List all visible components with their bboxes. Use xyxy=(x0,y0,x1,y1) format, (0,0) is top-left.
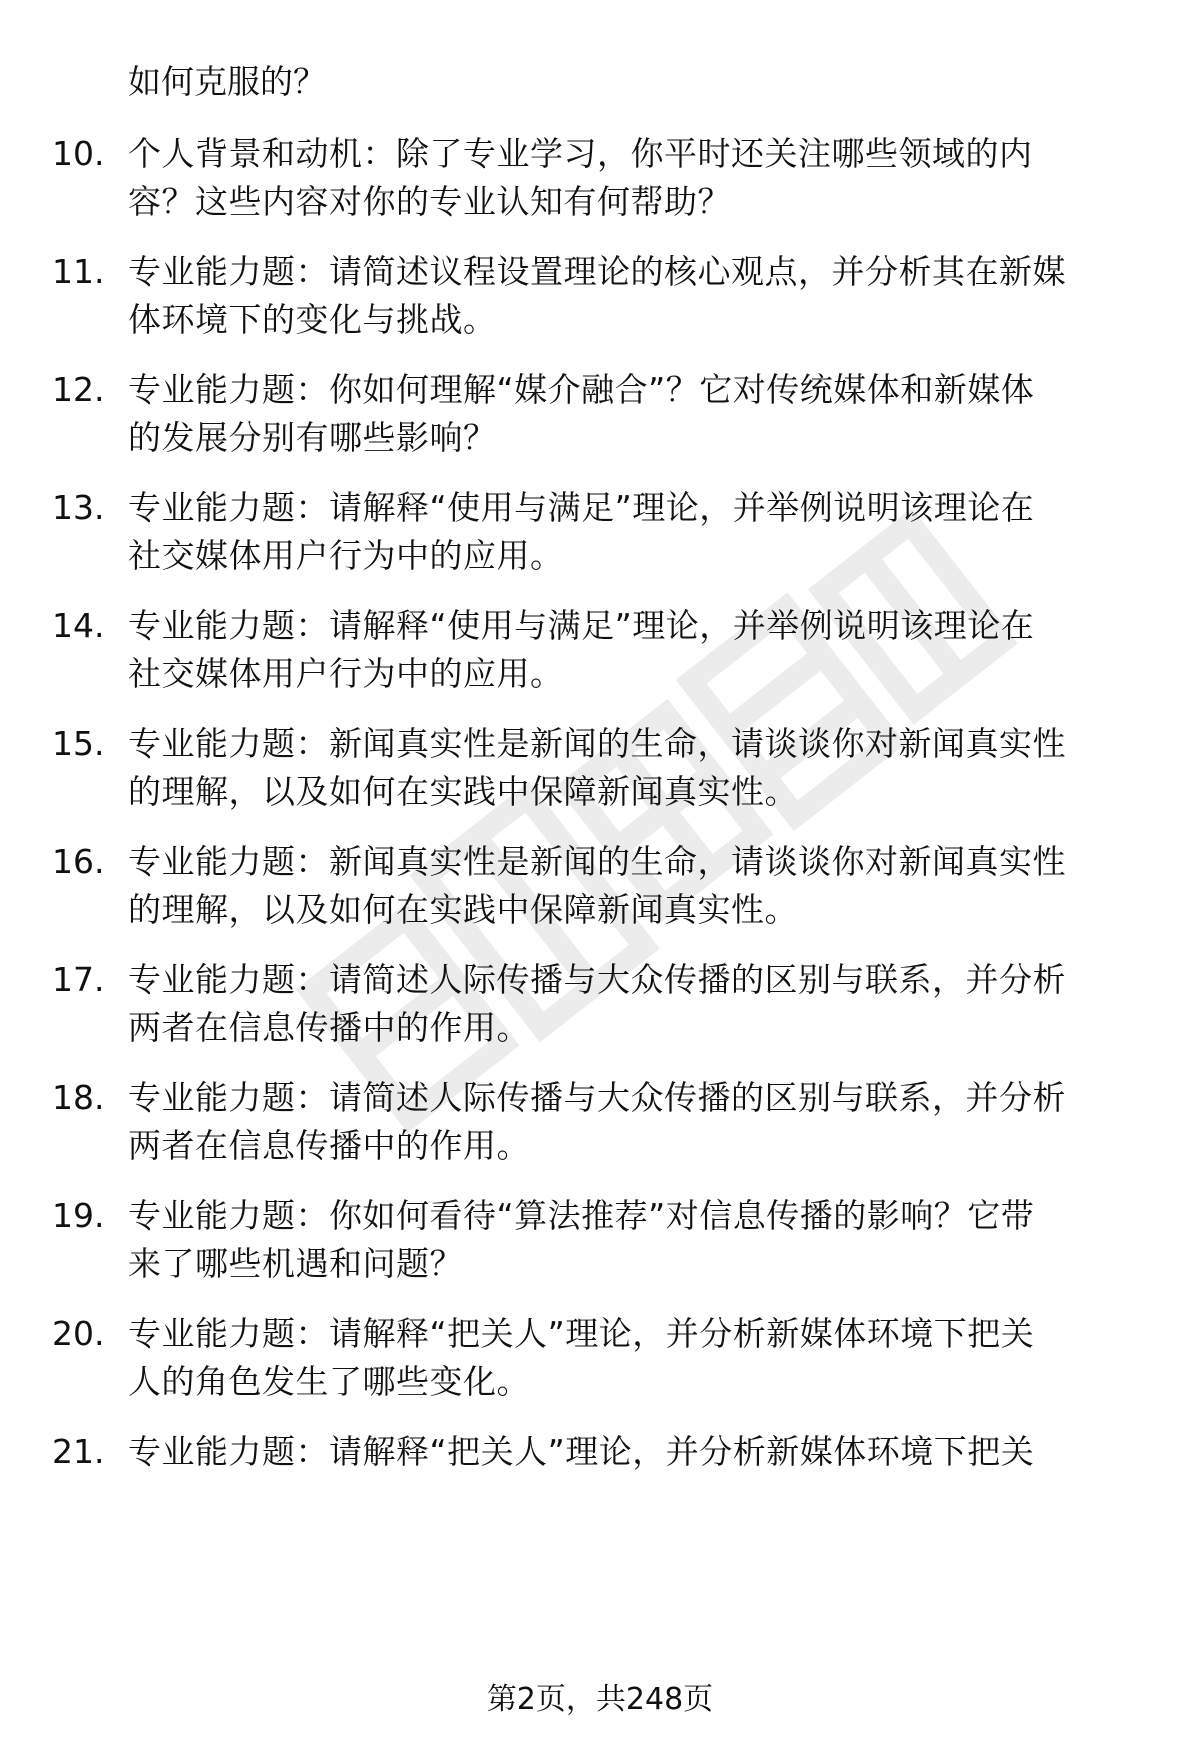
question-line: 体环境下的变化与挑战。 xyxy=(128,300,497,339)
question-line: 社交媒体用户行为中的应用。 xyxy=(128,536,564,575)
question-text xyxy=(128,1428,1138,1476)
question-number: 19. xyxy=(52,1196,105,1235)
question-number: 13. xyxy=(52,488,105,527)
question-line: 的理解，以及如何在实践中保障新闻真实性。 xyxy=(128,890,798,929)
question-number: 17. xyxy=(52,960,105,999)
question-number: 12. xyxy=(52,370,105,409)
question-line: 专业能力题：你如何理解“媒介融合”？它对传统媒体和新媒体 xyxy=(128,370,1035,409)
question-line: 专业能力题：请解释“把关人”理论，并分析新媒体环境下把关 xyxy=(128,1314,1035,1353)
question-number: 16. xyxy=(52,842,105,881)
question-line: 专业能力题：请简述人际传播与大众传播的区别与联系，并分析 xyxy=(128,1078,1066,1117)
question-line: 的发展分别有哪些影响？ xyxy=(128,418,497,457)
question-number: 20. xyxy=(52,1314,105,1353)
continuation-line: 如何克服的？ xyxy=(128,62,326,101)
question-number: 14. xyxy=(52,606,105,645)
question-text xyxy=(128,484,1138,580)
question-text xyxy=(128,720,1138,816)
question-text xyxy=(128,838,1138,934)
question-line: 专业能力题：请解释“使用与满足”理论，并举例说明该理论在 xyxy=(128,606,1035,645)
question-number: 18. xyxy=(52,1078,105,1117)
question-text xyxy=(128,1192,1138,1288)
question-line: 两者在信息传播中的作用。 xyxy=(128,1008,530,1047)
question-text xyxy=(128,130,1138,226)
question-line: 来了哪些机遇和问题？ xyxy=(128,1244,463,1283)
question-text xyxy=(128,248,1138,344)
question-line: 专业能力题：请解释“把关人”理论，并分析新媒体环境下把关 xyxy=(128,1432,1035,1471)
question-line: 的理解，以及如何在实践中保障新闻真实性。 xyxy=(128,772,798,811)
question-text xyxy=(128,1074,1138,1170)
question-number: 10. xyxy=(52,134,105,173)
question-line: 容？这些内容对你的专业认知有何帮助？ xyxy=(128,182,731,221)
question-line: 专业能力题：新闻真实性是新闻的生命，请谈谈你对新闻真实性 xyxy=(128,724,1066,763)
question-text xyxy=(128,956,1138,1052)
question-line: 专业能力题：新闻真实性是新闻的生命，请谈谈你对新闻真实性 xyxy=(128,842,1066,881)
question-line: 两者在信息传播中的作用。 xyxy=(128,1126,530,1165)
question-number: 11. xyxy=(52,252,105,291)
question-line: 个人背景和动机：除了专业学习，你平时还关注哪些领域的内 xyxy=(128,134,1033,173)
page-footer: 第2页，共248页 xyxy=(486,1682,714,1717)
question-text xyxy=(128,366,1138,462)
question-line: 专业能力题：请简述议程设置理论的核心观点，并分析其在新媒 xyxy=(128,252,1066,291)
question-line: 专业能力题：请解释“使用与满足”理论，并举例说明该理论在 xyxy=(128,488,1035,527)
question-number: 21. xyxy=(52,1432,105,1471)
question-line: 专业能力题：你如何看待“算法推荐”对信息传播的影响？它带 xyxy=(128,1196,1035,1235)
question-text xyxy=(128,1310,1138,1406)
question-text xyxy=(128,602,1138,698)
question-line: 人的角色发生了哪些变化。 xyxy=(128,1362,530,1401)
question-line: 社交媒体用户行为中的应用。 xyxy=(128,654,564,693)
question-line: 专业能力题：请简述人际传播与大众传播的区别与联系，并分析 xyxy=(128,960,1066,999)
question-number: 15. xyxy=(52,724,105,763)
